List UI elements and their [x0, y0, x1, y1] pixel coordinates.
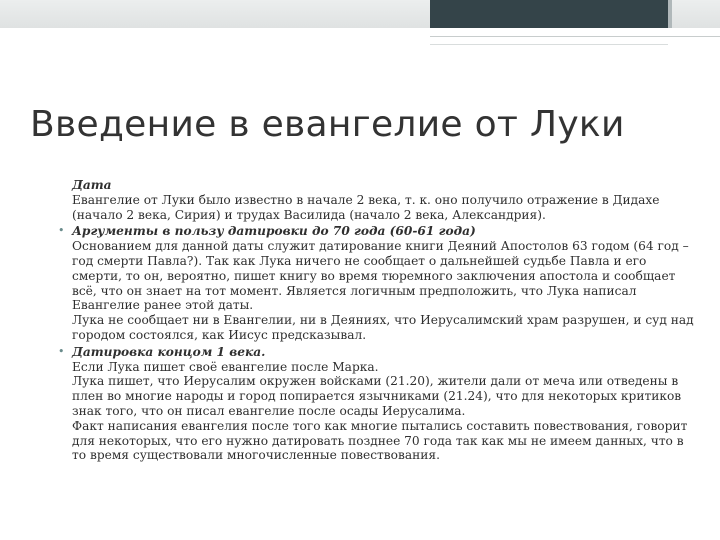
bullet-icon: • [58, 344, 65, 358]
section-paragraph: Основанием для данной даты служит датирование книги Деяний Апостолов 63 годом (64 год – год смерти Павла?). Так как Лука ничего не сообщает о дальнейшей судьбе Павла и его смерти, то он, вероятно, пишет книгу во время тюремного заключения апостола и сообщает всё, что он знает на тот момент. Является логичным предположить, что Лука написал Евангелие ранее этой даты. [72, 239, 689, 313]
section-heading: Аргументы в пользу датировки до 70 года (60-61 года) [72, 224, 476, 239]
section-heading: Дата [72, 178, 112, 192]
top-decor-dark-block [430, 0, 668, 28]
top-decor-accent [668, 0, 672, 28]
section-paragraph: Евангелие от Луки было известно в начале 2 века, т. к. оно получило отражение в Дидахе (начало 2 века, Сирия) и трудах Василида (начало 2 века, Александрия). [72, 192, 660, 222]
section-paragraph: Лука не сообщает ни в Евангелии, ни в Деяниях, что Иерусалимский храм разрушен, и суд над городом состоялся, как Иисус предсказывал. [72, 313, 694, 342]
slide-body [58, 178, 698, 463]
slide-title: Введение в евангелие от Луки [30, 104, 625, 145]
decor-line [430, 44, 668, 45]
decor-line [430, 36, 720, 37]
bullet-icon: • [58, 224, 65, 238]
section-late-dating [58, 345, 698, 463]
section-paragraph: Факт написания евангелия после того как многие пытались составить повествования, говорит для некоторых, что его нужно датировать позднее 70 года так как мы не имеем данных, что в то время существовали многочисленные повествования. [72, 418, 688, 463]
section-paragraph: Лука пишет, что Иерусалим окружен войсками (21.20), жители дали от меча или отведены в плен во многие народы и город попирается язычниками (21.24), что для некоторых критиков знак того, что он писал евангелие после осады Иерусалима. [72, 374, 682, 418]
section-date [58, 178, 698, 222]
section-heading: Датировка концом 1 века. [72, 344, 266, 359]
section-early-dating [58, 224, 698, 342]
section-paragraph: Если Лука пишет своё евангелие после Марка. [72, 359, 379, 374]
